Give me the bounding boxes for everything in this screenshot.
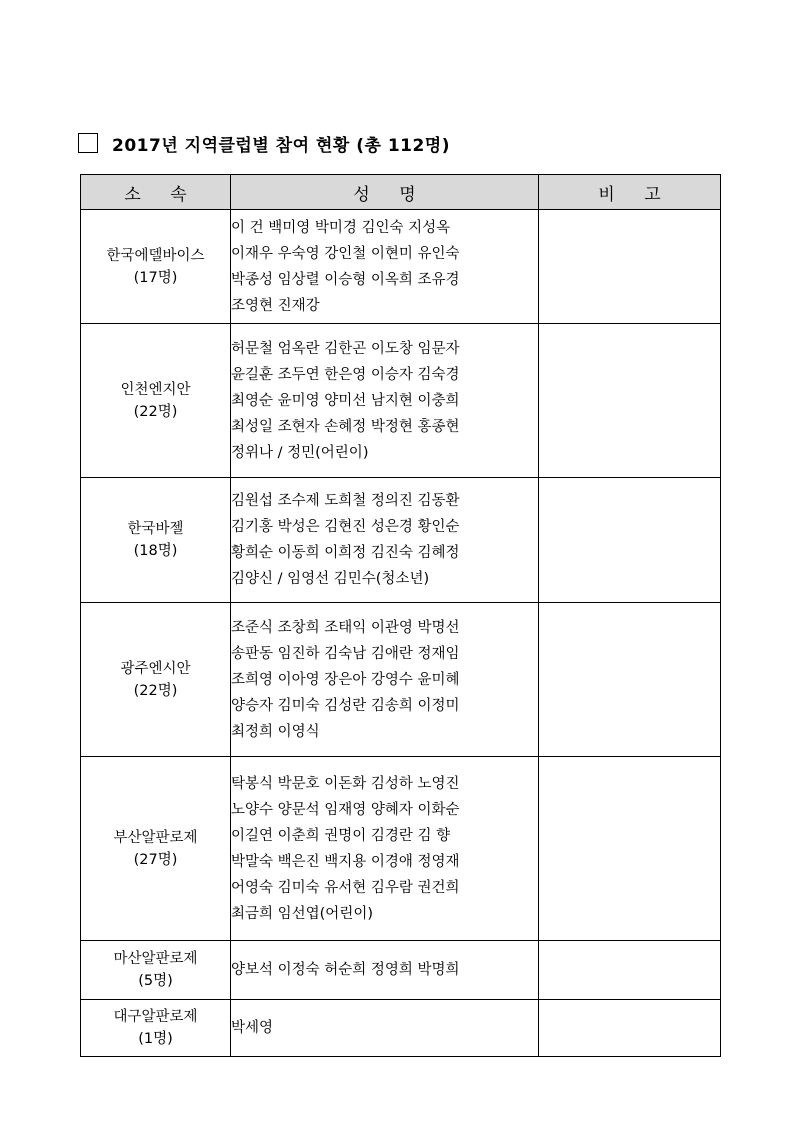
names-line: 최금희 임선엽(어린이) bbox=[231, 905, 373, 922]
page-title bbox=[78, 130, 450, 156]
names-line: 박세영 bbox=[231, 1020, 274, 1036]
names-line: 허문철 엄옥란 김한곤 이도창 임문자 bbox=[231, 340, 460, 357]
header-names: 성 명 bbox=[231, 175, 539, 210]
table-row bbox=[81, 210, 721, 324]
table-row bbox=[81, 1000, 721, 1057]
names-line: 최정희 이영식 bbox=[231, 723, 320, 740]
member-count: (1명) bbox=[138, 1031, 173, 1047]
names-line: 이재우 우숙영 강인철 이현미 유인숙 bbox=[231, 245, 460, 262]
names-line: 양보석 이정숙 허순희 정영희 박명희 bbox=[231, 962, 460, 978]
names-line: 송판동 임진하 김숙남 김애란 정재임 bbox=[231, 645, 460, 662]
affiliation-cell bbox=[81, 941, 231, 1000]
table-row bbox=[81, 478, 721, 603]
table-row bbox=[81, 603, 721, 757]
header-row bbox=[81, 175, 721, 210]
note-cell bbox=[539, 324, 721, 478]
names-line: 조희영 이아영 장은아 강영수 윤미혜 bbox=[231, 671, 460, 688]
affiliation-cell bbox=[81, 1000, 231, 1057]
names-cell bbox=[231, 324, 539, 478]
table-row bbox=[81, 941, 721, 1000]
names-line: 김원섭 조수제 도희철 정의진 김동환 bbox=[231, 493, 460, 509]
names-cell bbox=[231, 210, 539, 324]
member-count: (5명) bbox=[138, 973, 173, 989]
names-cell bbox=[231, 603, 539, 757]
note-cell bbox=[539, 941, 721, 1000]
names-cell bbox=[231, 1000, 539, 1057]
names-line: 양승자 김미숙 김성란 김송희 이정미 bbox=[231, 697, 460, 714]
header-notes: 비 고 bbox=[539, 175, 721, 210]
affiliation-cell bbox=[81, 757, 231, 941]
member-count: (22명) bbox=[133, 403, 178, 420]
note-cell bbox=[539, 1000, 721, 1057]
names-line: 이 건 백미영 박미경 김인숙 지성옥 bbox=[231, 219, 451, 236]
names-line: 윤길훈 조두연 한은영 이승자 김숙경 bbox=[231, 366, 460, 383]
note-cell bbox=[539, 478, 721, 603]
names-line: 정위나 / 정민(어린이) bbox=[231, 444, 369, 461]
affiliation-cell bbox=[81, 478, 231, 603]
table-row bbox=[81, 324, 721, 478]
member-count: (27명) bbox=[133, 851, 178, 868]
member-count: (17명) bbox=[133, 269, 178, 286]
names-line: 노양수 양문석 임재영 양혜자 이화순 bbox=[231, 801, 460, 818]
affiliation-cell bbox=[81, 324, 231, 478]
names-line: 최성일 조현자 손혜정 박정현 홍종현 bbox=[231, 418, 460, 435]
names-line: 박종성 임상렬 이승형 이옥희 조유경 bbox=[231, 271, 460, 288]
affiliation-cell bbox=[81, 603, 231, 757]
affiliation-name: 한국에델바이스 bbox=[106, 247, 205, 264]
names-line: 이길연 이춘희 권명이 김경란 김 향 bbox=[231, 827, 451, 844]
checkbox-square-icon bbox=[78, 133, 98, 153]
table-row bbox=[81, 757, 721, 941]
names-cell bbox=[231, 478, 539, 603]
affiliation-name: 한국바젤 bbox=[127, 521, 184, 537]
note-cell bbox=[539, 757, 721, 941]
header-affiliation: 소 속 bbox=[81, 175, 231, 210]
names-line: 김양신 / 임영선 김민수(청소년) bbox=[231, 571, 430, 587]
affiliation-name: 인천엔지안 bbox=[120, 381, 191, 398]
affiliation-name: 대구알판로제 bbox=[113, 1009, 198, 1025]
names-line: 김기홍 박성은 김현진 성은경 황인순 bbox=[231, 519, 460, 535]
names-line: 황희순 이동희 이희정 김진숙 김혜정 bbox=[231, 545, 460, 561]
affiliation-name: 부산알판로제 bbox=[113, 829, 198, 846]
names-line: 박말숙 백은진 백지용 이경애 정영재 bbox=[231, 853, 460, 870]
names-cell bbox=[231, 941, 539, 1000]
member-count: (22명) bbox=[133, 682, 178, 699]
note-cell bbox=[539, 210, 721, 324]
names-cell bbox=[231, 757, 539, 941]
title-text: 2017년 지역클럽별 참여 현황 (총 112명) bbox=[112, 135, 450, 156]
participants-table bbox=[80, 174, 721, 1057]
names-line: 조영현 진재강 bbox=[231, 297, 320, 314]
note-cell bbox=[539, 603, 721, 757]
affiliation-cell bbox=[81, 210, 231, 324]
affiliation-name: 광주엔시안 bbox=[120, 660, 191, 677]
names-line: 어영숙 김미숙 유서현 김우람 권건희 bbox=[231, 879, 460, 896]
names-line: 최영순 윤미영 양미선 남지현 이충희 bbox=[231, 392, 460, 409]
affiliation-name: 마산알판로제 bbox=[113, 951, 198, 967]
member-count: (18명) bbox=[133, 543, 178, 559]
names-line: 조준식 조창희 조태익 이관영 박명선 bbox=[231, 619, 460, 636]
names-line: 탁봉식 박문호 이돈화 김성하 노영진 bbox=[231, 775, 460, 792]
